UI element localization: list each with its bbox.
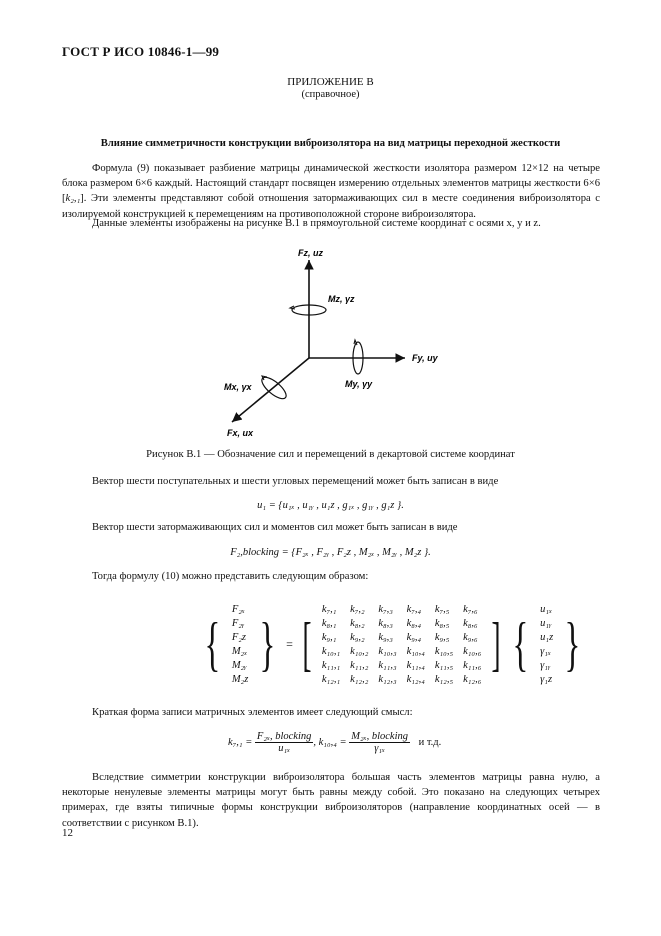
page-number: 12 [62, 827, 73, 839]
formula-displacement: u₁ = {u₁ₓ , u₁ᵧ , u₁z , g₁ₓ , g₁ᵧ , g₁z }. [257, 500, 404, 511]
k-cell: k₁₁,₂ [350, 659, 369, 671]
k-cell: k₉,₅ [434, 631, 450, 643]
k-cell: k₁₁,₃ [378, 659, 397, 671]
fraction-force-denominator: u₁ₓ [278, 743, 291, 754]
brace-right-close: } [564, 611, 581, 677]
paragraph-matrix-intro: Тогда формулу (10) можно представить следующим образом: [92, 571, 369, 582]
k-cell: k₉,₁ [321, 631, 337, 643]
lhs-cell: M₂ᵧ [231, 659, 247, 671]
brace-left-close: } [259, 611, 276, 677]
fraction-moment [349, 731, 410, 754]
lhs-cell: F₂ᵧ [231, 617, 245, 629]
lhs-cell: F₂z [231, 631, 246, 643]
k-cell: k₁₂,₂ [350, 673, 369, 685]
k-cell: k₉,₃ [378, 631, 393, 643]
k-cell: k₁₀,₁ [321, 645, 341, 657]
rhs-cell: u₁ᵧ [540, 617, 552, 629]
k-cell: k₁₁,₄ [406, 659, 425, 671]
paragraph-intro-part1: Формула (9) показывает разбиение матрицы динамической жесткости изолятора размером 12×12 на четыре блока размером 6×6 каждый. Настоящий стандарт посвящен измерению отдельных элементов матрицы жесткости 6×6 [ [62, 163, 600, 205]
k-cell: k₁₁,₁ [321, 659, 341, 671]
brace-right-open: { [512, 611, 529, 677]
appendix-note: (справочное) [301, 89, 360, 100]
k-cell: k₁₀,₅ [434, 645, 454, 657]
k-cell: k₈,₆ [463, 617, 478, 629]
k-cell: k₁₀,₄ [406, 645, 425, 657]
lhs-vector [227, 602, 253, 686]
k-cell: k₁₂,₃ [378, 673, 397, 685]
k-cell: k₁₁,₆ [463, 659, 482, 671]
label-y-force: Fy, uy [412, 353, 438, 363]
k-cell: k₇,₅ [434, 603, 450, 615]
k-cell: k₈,₅ [434, 617, 450, 629]
k-cell: k₁₁,₅ [434, 659, 454, 671]
paragraph-short-form: Краткая форма записи матричных элементов имеет следующий смысл: [92, 707, 413, 718]
lhs-cell: F₂ₓ [231, 603, 245, 615]
formula-blocking-forces: F₂,blocking = {F₂ₓ , F₂ᵧ , F₂z , M₂ₓ , M₂ᵧ , M₂z }. [230, 547, 431, 558]
k-cell: k₇,₃ [378, 603, 393, 615]
k-cell: k₉,₂ [350, 631, 365, 643]
formula-short-form: k₇,₁ = $\frac{\text{F₂ₓ, blocking}}{\text{u₁ₓ}}$ , k₁₀,₄ = $\frac{\text{M₂ₓ, blocking}}{\text{γ₁ₓ}}$ и т.д. [228, 731, 442, 754]
bracket-close: ] [491, 611, 501, 677]
k-cell: k₁₂,₄ [406, 673, 425, 685]
k-cell: k₈,₄ [406, 617, 422, 629]
label-z-force: Fz, uz [298, 248, 323, 258]
k71-label: k₇,₁ = [228, 736, 253, 748]
k-cell: k₁₀,₃ [378, 645, 397, 657]
k-cell: k₈,₁ [321, 617, 337, 629]
paragraph-force-vector: Вектор шести затормаживающих сил и моментов сил может быть записан в виде [92, 522, 458, 533]
fraction-moment-denominator: γ₁ₓ [374, 743, 385, 754]
k-matrix [317, 602, 487, 686]
section-title: Влияние симметричности конструкции виброизолятора на вид матрицы переходной жесткости [100, 138, 561, 149]
fraction-moment-numerator: M₂ₓ, blocking [351, 731, 409, 742]
paragraph-displacement-vector: Вектор шести поступательных и шести угловых перемещений может быть записан в виде [92, 476, 499, 487]
etc-text: и т.д. [418, 736, 442, 748]
k-cell: k₈,₂ [350, 617, 365, 629]
rhs-vector [535, 602, 558, 686]
rhs-cell: γ₁ᵧ [540, 659, 551, 671]
rhs-cell: u₁ₓ [540, 603, 553, 615]
label-x-force: Fx, ux [227, 428, 254, 438]
rhs-cell: γ₁z [540, 673, 553, 685]
lhs-cell: M₂z [231, 673, 249, 685]
coordinate-figure [200, 240, 460, 450]
paragraph-intro [62, 161, 600, 222]
k-cell: k₁₀,₆ [463, 645, 482, 657]
brace-left-open: { [204, 611, 221, 677]
label-y-moment: My, γy [345, 379, 373, 389]
rhs-cell: u₁z [540, 631, 554, 643]
standard-header: ГОСТ Р ИСО 10846-1—99 [62, 44, 220, 59]
k-cell: k₇,₆ [463, 603, 478, 615]
paragraph-intro-part2: ]. Эти элементы представляют собой отношения затормаживающих сил в месте соединения виброизолятора с изолируемой конструкцией к перемещениям на противоположной стороне виброизолятора. [62, 193, 600, 220]
appendix-title: ПРИЛОЖЕНИЕ В [287, 76, 374, 88]
k-cell: k₈,₃ [378, 617, 393, 629]
label-z-moment: Mz, γz [328, 294, 355, 304]
k-cell: k₁₂,₆ [463, 673, 482, 685]
fraction-force-numerator: F₂ₓ, blocking [256, 731, 312, 742]
fraction-force [255, 731, 313, 754]
k-cell: k₉,₆ [463, 631, 478, 643]
bracket-open: [ [302, 611, 312, 677]
lhs-cell: M₂ₓ [231, 645, 248, 657]
k-cell: k₁₂,₁ [321, 673, 341, 685]
k-cell: k₇,₁ [321, 603, 337, 615]
k-cell: k₇,₂ [350, 603, 365, 615]
paragraph-figure-ref: Данные элементы изображены на рисунке В.1 в прямоугольной системе координат с осями x, y и z. [92, 218, 541, 229]
k-cell: k₁₀,₂ [350, 645, 369, 657]
label-x-moment: Mx, γx [224, 382, 252, 392]
equals-sign: = [286, 636, 293, 651]
rhs-cell: γ₁ₓ [540, 645, 551, 657]
k-cell: k₇,₄ [406, 603, 422, 615]
paragraph-symmetry: Вследствие симметрии конструкции виброизолятора большая часть элементов матрицы равна нулю, а некоторые ненулевые элементы матрицы могут быть равны между собой. Это показано на следующих четырех примерах, где взяты типичные формы конструкции виброизоляторов (направление координатных осей — в соответствии с рисунком В.1). [62, 772, 600, 829]
k-reference: k₂,₁ [65, 193, 81, 205]
k-cell: k₉,₄ [406, 631, 422, 643]
k104-label: k₁₀,₄ = [318, 736, 347, 748]
figure-caption: Рисунок В.1 — Обозначение сил и перемещений в декартовой системе координат [146, 449, 515, 460]
matrix-equation [198, 596, 587, 692]
k-cell: k₁₂,₅ [434, 673, 454, 685]
